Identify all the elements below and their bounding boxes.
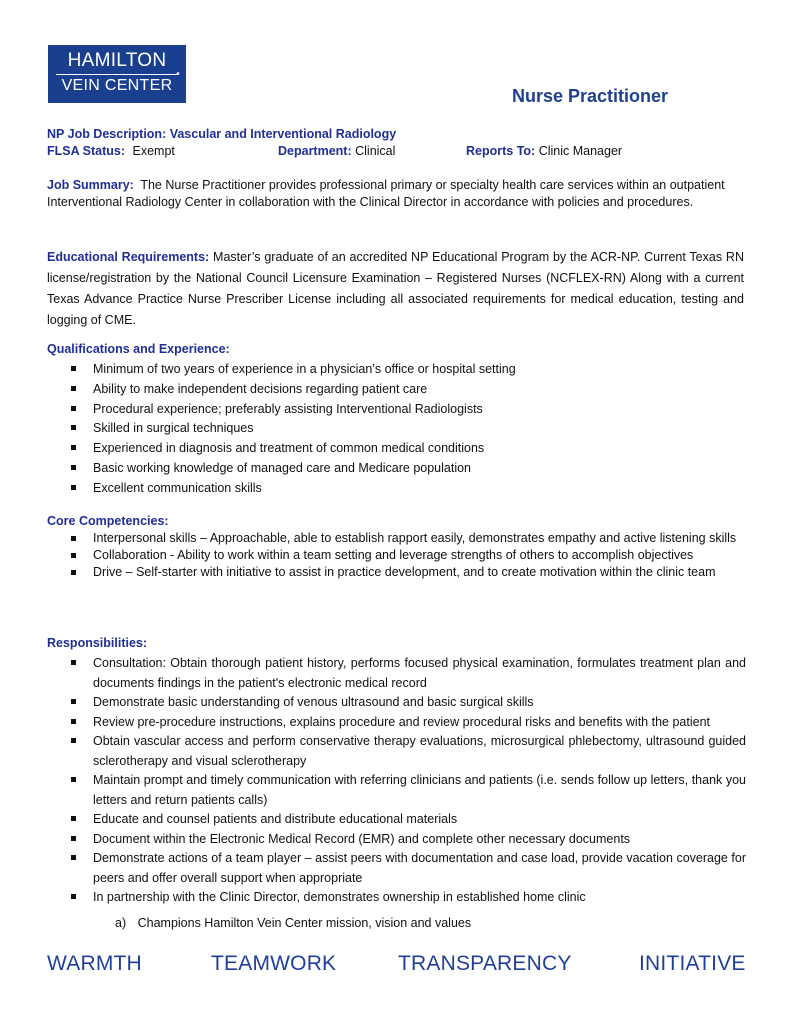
- logo-line-2: VEIN CENTER: [61, 77, 173, 94]
- document-title: Nurse Practitioner: [512, 86, 669, 106]
- educational-requirements: [47, 247, 744, 331]
- department-value: Clinical: [355, 144, 396, 158]
- department-label: Department:: [278, 144, 352, 158]
- flsa-label: FLSA Status:: [47, 144, 126, 158]
- qualifications-list: [71, 360, 746, 499]
- qualifications-heading: Qualifications and Experience:: [47, 342, 230, 356]
- department: [278, 143, 395, 159]
- competencies-list: [71, 530, 746, 581]
- list-item: Skilled in surgical techniques: [71, 419, 746, 439]
- footer-value-warmth: WARMTH: [47, 952, 142, 975]
- flsa-value: Exempt: [132, 144, 175, 158]
- list-item: Procedural experience; preferably assisting Interventional Radiologists: [71, 400, 746, 420]
- reports-value: Clinic Manager: [538, 144, 623, 158]
- list-item: Consultation: Obtain thorough patient history, performs focused physical examination, formulates treatment plan and documents findings in the patient's electronic medical record: [71, 654, 746, 693]
- list-item: Ability to make independent decisions regarding patient care: [71, 380, 746, 400]
- footer-value-teamwork: TEAMWORK: [211, 952, 337, 975]
- education-label: Educational Requirements:: [47, 250, 210, 264]
- list-item: Collaboration - Ability to work within a team setting and leverage strengths of others to accomplish objectives: [71, 547, 746, 564]
- hamilton-vein-center-logo: [48, 45, 186, 103]
- list-item: Experienced in diagnosis and treatment of common medical conditions: [71, 439, 746, 459]
- logo-divider: [56, 74, 178, 75]
- list-item: Document within the Electronic Medical Record (EMR) and complete other necessary documents: [71, 830, 746, 850]
- footer-value-transparency: TRANSPARENCY: [398, 952, 572, 975]
- list-item: Drive – Self-starter with initiative to assist in practice development, and to create motivation within the clinic team: [71, 564, 746, 581]
- list-item: Excellent communication skills: [71, 479, 746, 499]
- responsibilities-heading: Responsibilities:: [47, 636, 148, 650]
- education-text: Master’s graduate of an accredited NP Educational Program by the ACR-NP. Current Texas RN license/registration by the National Council Licensure Examination – Registered Nurses (NCFLEX-RN) Along with a current Texas Advance Practice Nurse Prescriber License including all associated requirements for medical education, testing and logging of CME.: [47, 250, 744, 327]
- list-item: Review pre-procedure instructions, explains procedure and review procedural risks and benefits with the patient: [71, 713, 746, 733]
- list-item: Demonstrate basic understanding of venous ultrasound and basic surgical skills: [71, 693, 746, 713]
- flsa-status: [47, 143, 175, 159]
- list-item: Basic working knowledge of managed care and Medicare population: [71, 459, 746, 479]
- responsibilities-list: [71, 654, 746, 908]
- list-item: In partnership with the Clinic Director, demonstrates ownership in established home clinic: [71, 888, 746, 908]
- sub-list-item: [115, 915, 471, 931]
- footer-value-initiative: INITIATIVE: [639, 952, 746, 975]
- reports-to: [466, 143, 622, 159]
- job-summary-text: The Nurse Practitioner provides professional primary or specialty health care services within an outpatient Interventional Radiology Center in collaboration with the Clinical Director in accordance with policies and procedures.: [47, 178, 725, 209]
- list-item: Minimum of two years of experience in a physician’s office or hospital setting: [71, 360, 746, 380]
- logo-dot: •: [176, 69, 180, 80]
- reports-label: Reports To:: [466, 144, 536, 158]
- list-item: Demonstrate actions of a team player – assist peers with documentation and case load, provide vacation coverage for peers and offer overall support when appropriate: [71, 849, 746, 888]
- list-item: Obtain vascular access and perform conservative therapy evaluations, microsurgical phlebectomy, ultrasound guided sclerotherapy and visual sclerotherapy: [71, 732, 746, 771]
- np-job-description: NP Job Description: Vascular and Interventional Radiology: [47, 127, 397, 141]
- core-competencies-heading: Core Competencies:: [47, 514, 169, 528]
- list-item: Educate and counsel patients and distribute educational materials: [71, 810, 746, 830]
- job-summary-label: Job Summary:: [47, 178, 134, 192]
- sub-item-text: Champions Hamilton Vein Center mission, vision and values: [137, 916, 472, 930]
- list-item: Interpersonal skills – Approachable, able to establish rapport easily, demonstrates empathy and active listening skills: [71, 530, 746, 547]
- logo-line-1: HAMILTON: [67, 50, 167, 71]
- list-item: Maintain prompt and timely communication with referring clinicians and patients (i.e. sends follow up letters, thank you letters and return patients calls): [71, 771, 746, 810]
- job-summary: [47, 177, 737, 211]
- sub-item-marker: a): [115, 916, 127, 930]
